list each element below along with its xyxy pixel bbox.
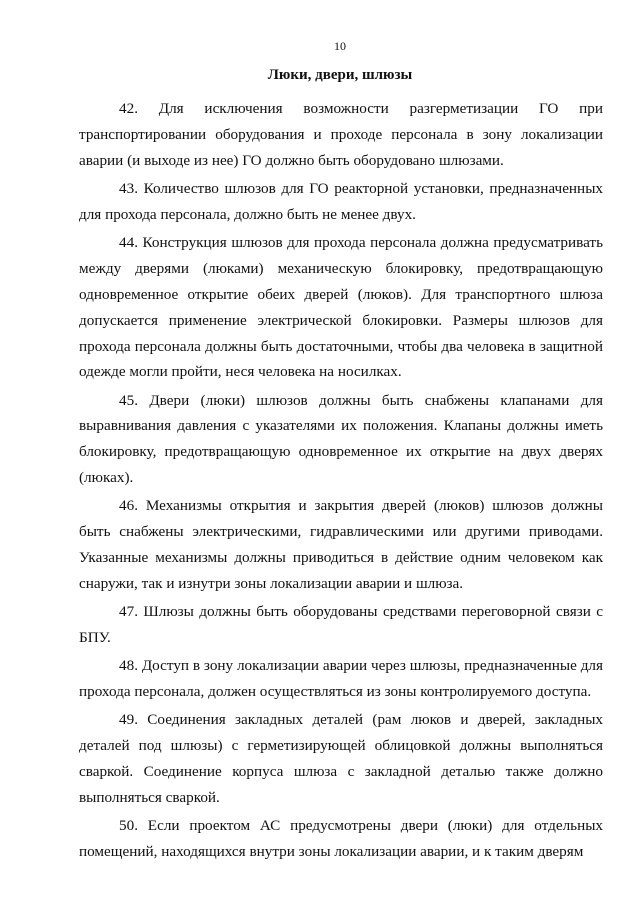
paragraph-42: 42. Для исключения возможности разгерметизации ГО при транспортировании оборудования и проходе персонала в зону локализации аварии (и выходе из нее) ГО должно быть оборудовано шлюзами. [79,100,603,169]
page-number: 10 [334,39,346,53]
paragraph-48: 48. Доступ в зону локализации аварии через шлюзы, предназначенные для прохода персонала, должен осуществляться из зоны контролируемого доступа. [79,657,603,701]
paragraph-45: 45. Двери (люки) шлюзов должны быть снабжены клапанами для выравнивания давления с указателями их положения. Клапаны должны иметь блокировку, предотвращающую одновременное их открытие на двух дверях (люках). [79,391,603,487]
paragraph-43: 43. Количество шлюзов для ГО реакторной установки, предназначенных для прохода персонала, должно быть не менее двух. [79,179,603,223]
document-body [79,96,603,867]
paragraph-50: 50. Если проектом АС предусмотрены двери (люки) для отдельных помещений, находящихся внутри зоны локализации аварии, и к таким дверям [79,816,603,860]
section-heading: Люки, двери, шлюзы [267,67,413,83]
paragraph-44: 44. Конструкция шлюзов для прохода персонала должна предусматривать между дверями (люками) механическую блокировку, предотвращающую одновременное открытие обеих дверей (люков). Для транспортного шлюза допускается применение электрической блокировки. Размеры шлюзов для прохода персонала должны быть достаточными, чтобы два человека в защитной одежде могли пройти, неся человека на носилках. [79,233,603,381]
paragraph-47: 47. Шлюзы должны быть оборудованы средствами переговорной связи с БПУ. [79,603,603,647]
paragraph-46: 46. Механизмы открытия и закрытия дверей (люков) шлюзов должны быть снабжены электрическими, гидравлическими или другими приводами. Указанные механизмы должны приводиться в действие одним человеком как снаружи, так и изнутри зоны локализации аварии и шлюза. [79,497,603,593]
paragraph-49: 49. Соединения закладных деталей (рам люков и дверей, закладных деталей под шлюзы) с герметизирующей облицовкой должны выполняться сваркой. Соединение корпуса шлюза с закладной деталью также должно выполняться сваркой. [79,711,603,806]
